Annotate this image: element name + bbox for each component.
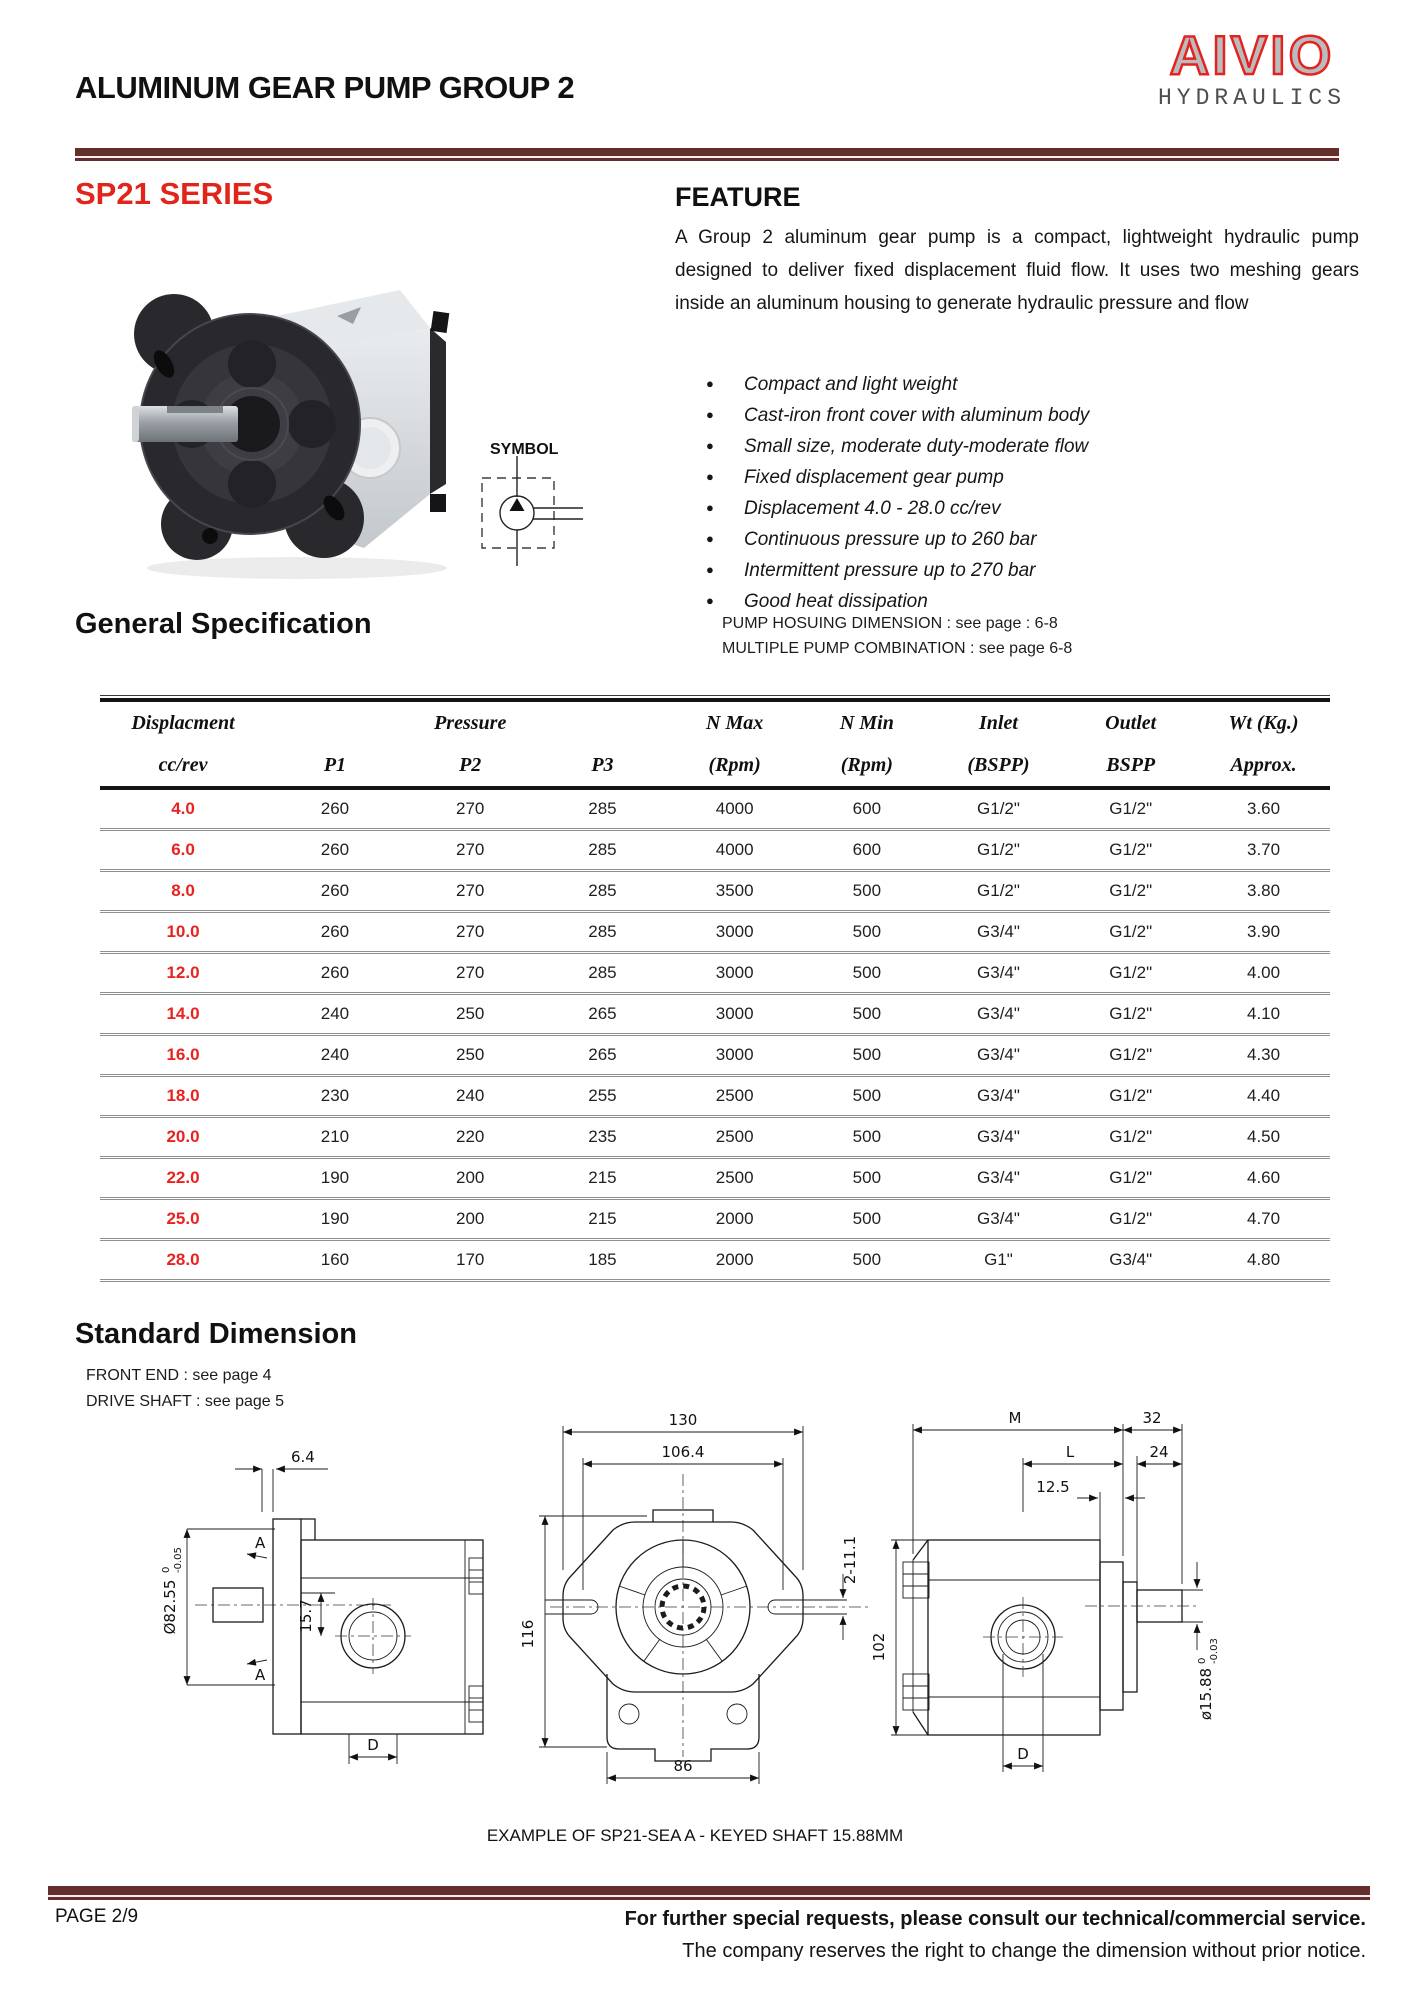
note-line: MULTIPLE PUMP COMBINATION : see page 6-8 xyxy=(722,640,1073,657)
logo-wordmark: AIVIO xyxy=(1169,24,1335,86)
pump-shaft xyxy=(132,406,238,442)
col-header: Inlet xyxy=(979,711,1018,734)
table-row xyxy=(100,952,1330,993)
cell: 2500 xyxy=(715,1126,754,1146)
cell: 285 xyxy=(588,880,617,900)
note-line: PUMP HOSUING DIMENSION : see page : 6-8 xyxy=(722,615,1058,632)
company-logo xyxy=(1157,24,1346,111)
cell: 270 xyxy=(456,880,485,900)
dim-label: 102 xyxy=(870,1632,888,1662)
cell: 250 xyxy=(456,1044,485,1064)
bullet-icon xyxy=(706,529,744,551)
cell: 170 xyxy=(456,1249,485,1269)
pump-photo xyxy=(112,256,472,586)
cell: 4.40 xyxy=(1247,1085,1281,1105)
table-row xyxy=(100,1034,1330,1075)
bullet-icon xyxy=(706,467,744,489)
cell: 16.0 xyxy=(166,1044,200,1064)
cell: 260 xyxy=(320,962,350,982)
cell: 160 xyxy=(320,1249,350,1269)
bullet-text: Fixed displacement gear pump xyxy=(744,467,1004,488)
col-header: P2 xyxy=(459,753,482,776)
section-label: A xyxy=(255,1534,266,1552)
cell: 500 xyxy=(852,1249,882,1269)
list-item xyxy=(706,498,1366,529)
cell: 2000 xyxy=(715,1208,754,1228)
bullet-icon xyxy=(706,436,744,458)
dimension-heading: Standard Dimension xyxy=(75,1318,357,1350)
cell: G1/2" xyxy=(1109,1126,1153,1146)
col-header: Displacment xyxy=(131,711,235,734)
col-header xyxy=(537,700,669,744)
cell: 600 xyxy=(852,798,882,818)
col-header: P1 xyxy=(323,753,347,776)
cell: 3500 xyxy=(715,880,754,900)
cell: 3.90 xyxy=(1247,921,1281,941)
dim-label: ø15.88 xyxy=(1197,1667,1215,1721)
cell: 20.0 xyxy=(166,1126,200,1146)
cell: 260 xyxy=(320,798,350,818)
page-number: PAGE 2/9 xyxy=(55,1906,139,1927)
col-header: (Rpm) xyxy=(708,753,761,776)
col-header: Outlet xyxy=(1105,711,1157,734)
page-title: ALUMINUM GEAR PUMP GROUP 2 xyxy=(75,70,575,105)
bullet-icon xyxy=(706,560,744,582)
cell: 285 xyxy=(588,839,617,859)
dim-tolerance: 0 xyxy=(1197,1657,1208,1664)
col-header: (BSPP) xyxy=(967,753,1030,776)
cell: 260 xyxy=(320,839,350,859)
cell: 500 xyxy=(852,1085,882,1105)
list-item xyxy=(706,405,1366,436)
cell: G1/2" xyxy=(1109,1208,1153,1228)
left-side-view-drawing xyxy=(161,1448,483,1764)
cell: 210 xyxy=(320,1126,350,1146)
dim-label: L xyxy=(1065,1443,1075,1461)
cell: 270 xyxy=(456,839,485,859)
dim-label: 106.4 xyxy=(661,1443,705,1461)
cell: 2500 xyxy=(715,1085,754,1105)
bullet-text: Intermittent pressure up to 270 bar xyxy=(744,560,1036,581)
dim-label: 6.4 xyxy=(291,1448,315,1466)
cell: 600 xyxy=(852,839,882,859)
cell: 500 xyxy=(852,1003,882,1023)
spec-heading: General Specification xyxy=(75,608,372,640)
dim-label: 12.5 xyxy=(1036,1478,1070,1496)
symbol-label: SYMBOL xyxy=(490,441,559,458)
cell: G1/2" xyxy=(1109,1003,1153,1023)
drawing-caption: EXAMPLE OF SP21-SEA A - KEYED SHAFT 15.88MM xyxy=(486,1826,904,1845)
list-item xyxy=(706,374,1366,405)
cell: 3000 xyxy=(715,1044,754,1064)
cell: 265 xyxy=(588,1003,617,1023)
cell: G3/4" xyxy=(977,1085,1020,1105)
logo-tagline: HYDRAULICS xyxy=(1157,85,1346,111)
pump-shadow xyxy=(147,557,447,579)
spec-table xyxy=(100,698,1330,1282)
col-header: Approx. xyxy=(1230,753,1297,776)
table-row xyxy=(100,1239,1330,1280)
cell: 500 xyxy=(852,921,882,941)
dimension-drawings xyxy=(95,1412,1335,1882)
footer-line: For further special requests, please consult our technical/commercial service. xyxy=(624,1908,1366,1930)
cell: 190 xyxy=(320,1167,350,1187)
cell: 500 xyxy=(852,880,882,900)
footer-notice xyxy=(48,1903,1366,1967)
cell: 285 xyxy=(588,921,617,941)
table-row xyxy=(100,1198,1330,1239)
bullet-icon xyxy=(706,591,744,613)
cell: 4.30 xyxy=(1247,1044,1281,1064)
cell: G3/4" xyxy=(977,962,1020,982)
col-header: (Rpm) xyxy=(840,753,893,776)
col-header: N Min xyxy=(839,711,894,734)
list-item xyxy=(706,467,1366,498)
dim-label: M xyxy=(1008,1412,1022,1427)
cell: G1/2" xyxy=(977,839,1020,859)
cell: 230 xyxy=(320,1085,350,1105)
spec-table-body xyxy=(100,788,1330,1280)
cell: G3/4" xyxy=(977,1126,1020,1146)
dim-label: 86 xyxy=(673,1757,693,1775)
pump-symbol-drawing xyxy=(462,448,587,573)
dim-tolerance: 0 xyxy=(161,1566,172,1573)
col-header: N Max xyxy=(706,711,764,734)
front-view-drawing xyxy=(519,1412,870,1784)
cell: G3/4" xyxy=(977,1003,1020,1023)
cell: 270 xyxy=(456,921,485,941)
cell: G1" xyxy=(984,1249,1013,1269)
table-row xyxy=(100,829,1330,870)
cell: 4.70 xyxy=(1247,1208,1281,1228)
cell: 14.0 xyxy=(166,1003,200,1023)
rear-bolt-icon xyxy=(431,311,450,333)
cell: 4.0 xyxy=(171,798,195,818)
list-item xyxy=(706,529,1366,560)
cell: 10.0 xyxy=(166,921,200,941)
dim-label: 116 xyxy=(519,1619,537,1649)
cell: G1/2" xyxy=(977,798,1020,818)
table-row xyxy=(100,788,1330,829)
table-row xyxy=(100,1075,1330,1116)
cell: 3.60 xyxy=(1247,798,1281,818)
cell: 285 xyxy=(588,962,617,982)
dim-label: 32 xyxy=(1142,1412,1162,1427)
cell: 235 xyxy=(588,1126,617,1146)
table-row xyxy=(100,1116,1330,1157)
spec-table-header xyxy=(100,700,1330,788)
list-item xyxy=(706,560,1366,591)
cell: 2500 xyxy=(715,1167,754,1187)
cell: 2000 xyxy=(715,1249,754,1269)
cell: G1/2" xyxy=(1109,798,1153,818)
cell: G1/2" xyxy=(1109,880,1153,900)
bullet-text: Good heat dissipation xyxy=(744,591,928,612)
series-title: SP21 SERIES xyxy=(75,176,274,211)
dim-tolerance: -0.05 xyxy=(173,1547,184,1573)
cell: G1/2" xyxy=(977,880,1020,900)
feature-notes xyxy=(722,611,1072,661)
spec-table-wrap xyxy=(100,695,1330,1282)
cell: 200 xyxy=(456,1167,485,1187)
col-header: P3 xyxy=(591,753,614,776)
cell: 6.0 xyxy=(171,839,195,859)
cell: 3000 xyxy=(715,962,754,982)
note-line: FRONT END : see page 4 xyxy=(86,1367,272,1384)
rear-bolt-icon xyxy=(430,494,446,512)
dim-label: Ø82.55 xyxy=(161,1579,179,1635)
cell: 240 xyxy=(320,1044,350,1064)
cell: 4000 xyxy=(715,839,754,859)
cell: 500 xyxy=(852,962,882,982)
cell: 18.0 xyxy=(166,1085,200,1105)
cell: 240 xyxy=(320,1003,350,1023)
table-row xyxy=(100,993,1330,1034)
bullet-icon xyxy=(706,374,744,396)
dim-tolerance: -0.03 xyxy=(1209,1638,1220,1664)
cell: G1/2" xyxy=(1109,839,1153,859)
col-header: Pressure xyxy=(434,711,507,734)
bullet-text: Compact and light weight xyxy=(744,374,958,395)
section-label: A xyxy=(255,1666,266,1684)
col-header: cc/rev xyxy=(158,753,208,776)
bullet-text: Cast-iron front cover with aluminum body xyxy=(744,405,1090,426)
cell: 200 xyxy=(456,1208,485,1228)
col-header xyxy=(266,700,404,744)
table-row xyxy=(100,911,1330,952)
cell: 4.00 xyxy=(1247,962,1281,982)
cell: 270 xyxy=(456,798,485,818)
cell: 500 xyxy=(852,1044,882,1064)
cell: 215 xyxy=(588,1167,617,1187)
cell: 8.0 xyxy=(171,880,195,900)
cell: 3.70 xyxy=(1247,839,1281,859)
bullet-icon xyxy=(706,405,744,427)
cell: G1/2" xyxy=(1109,1167,1153,1187)
cell: 12.0 xyxy=(166,962,200,982)
mount-hole xyxy=(202,528,218,544)
flow-triangle-icon xyxy=(510,498,525,511)
cell: 3000 xyxy=(715,921,754,941)
header-row xyxy=(100,700,1330,744)
cell: 190 xyxy=(320,1208,350,1228)
cell: G1/2" xyxy=(1109,962,1153,982)
footer-line: The company reserves the right to change the dimension without prior notice. xyxy=(682,1940,1366,1962)
cell: 28.0 xyxy=(166,1249,200,1269)
cell: 215 xyxy=(588,1208,617,1228)
cell: G3/4" xyxy=(977,1167,1020,1187)
cell: 25.0 xyxy=(166,1208,200,1228)
cell: 260 xyxy=(320,921,350,941)
cell: G1/2" xyxy=(1109,921,1153,941)
cell: G1/2" xyxy=(1109,1044,1153,1064)
cell: 3.80 xyxy=(1247,880,1281,900)
dim-label: 130 xyxy=(668,1412,698,1429)
cell: 265 xyxy=(588,1044,617,1064)
dimension-notes xyxy=(86,1363,284,1415)
cell: 185 xyxy=(588,1249,617,1269)
cell: 500 xyxy=(852,1167,882,1187)
dim-label: 15.7 xyxy=(297,1599,315,1633)
cell: 220 xyxy=(456,1126,485,1146)
right-side-view-drawing xyxy=(870,1412,1220,1772)
bullet-icon xyxy=(706,498,744,520)
cell: G3/4" xyxy=(977,921,1020,941)
cell: 500 xyxy=(852,1126,882,1146)
cell: 4.60 xyxy=(1247,1167,1281,1187)
cell: 255 xyxy=(588,1085,617,1105)
dim-label: D xyxy=(1017,1745,1029,1763)
cell: 3000 xyxy=(715,1003,754,1023)
cell: 22.0 xyxy=(166,1167,200,1187)
dim-label: 24 xyxy=(1149,1443,1169,1461)
header-rule xyxy=(75,148,1339,161)
header-row xyxy=(100,744,1330,788)
cell: 500 xyxy=(852,1208,882,1228)
dim-label: 2-11.1 xyxy=(841,1535,859,1585)
col-header: Wt (Kg.) xyxy=(1228,711,1299,734)
bullet-text: Displacement 4.0 - 28.0 cc/rev xyxy=(744,498,1001,519)
cell: G3/4" xyxy=(1109,1249,1153,1269)
cell: 250 xyxy=(456,1003,485,1023)
dim-label: D xyxy=(367,1736,379,1754)
feature-heading: FEATURE xyxy=(675,182,801,212)
cell: G3/4" xyxy=(977,1044,1020,1064)
cell: 4.50 xyxy=(1247,1126,1281,1146)
table-row xyxy=(100,870,1330,911)
list-item xyxy=(706,436,1366,467)
cell: G3/4" xyxy=(977,1208,1020,1228)
cell: 285 xyxy=(588,798,617,818)
cell: G1/2" xyxy=(1109,1085,1153,1105)
feature-paragraph: A Group 2 aluminum gear pump is a compact, lightweight hydraulic pump designed to deliver fixed displacement fluid flow. It uses two meshing gears inside an aluminum housing to generate hydraulic pressure and flow xyxy=(675,227,1359,314)
bullet-text: Continuous pressure up to 260 bar xyxy=(744,529,1037,550)
footer-rule xyxy=(48,1886,1370,1900)
cell: 270 xyxy=(456,962,485,982)
cell: 4000 xyxy=(715,798,754,818)
col-header: BSPP xyxy=(1106,753,1156,776)
cell: 4.10 xyxy=(1247,1003,1281,1023)
cell: 260 xyxy=(320,880,350,900)
note-line: DRIVE SHAFT : see page 5 xyxy=(86,1393,285,1410)
feature-bullet-list xyxy=(706,374,1366,622)
bullet-text: Small size, moderate duty-moderate flow xyxy=(744,436,1089,457)
cell: 240 xyxy=(456,1085,485,1105)
table-row xyxy=(100,1157,1330,1198)
cell: 4.80 xyxy=(1247,1249,1281,1269)
